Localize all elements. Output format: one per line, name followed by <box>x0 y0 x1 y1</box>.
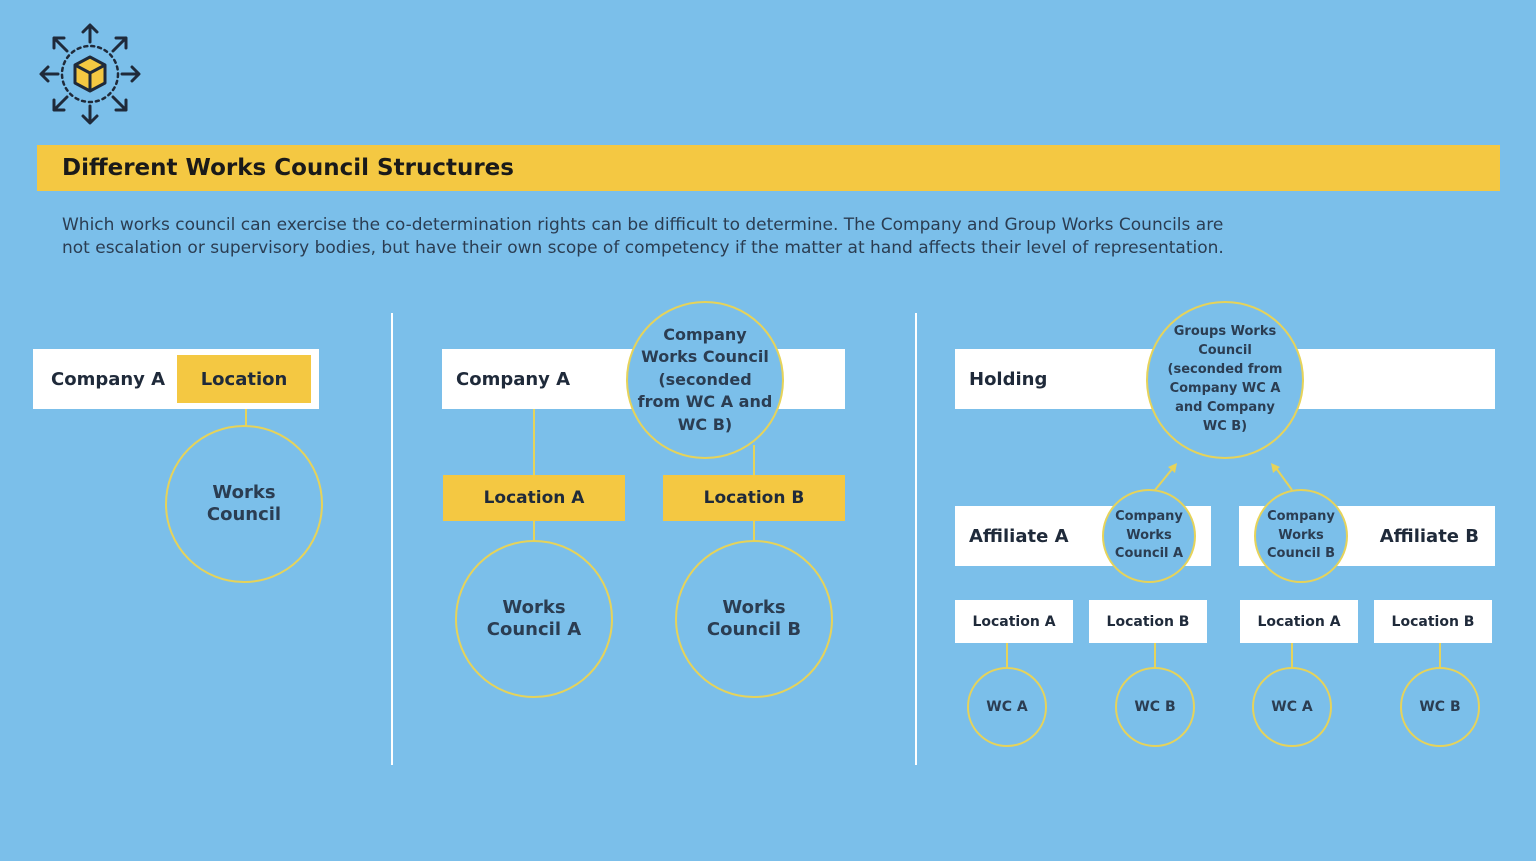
circle-text-line: and Company <box>1175 399 1275 415</box>
connector <box>533 409 535 475</box>
location-label: Location B <box>1106 613 1190 630</box>
location-a-box <box>443 475 625 521</box>
circle-text-line: Council A <box>486 619 582 640</box>
circle-text-line: Groups Works <box>1173 324 1277 340</box>
section-divider-2 <box>915 313 917 765</box>
location-label: Location B <box>1391 613 1475 630</box>
circle-text-line: WC B) <box>1202 418 1248 434</box>
location-b-label: Location B <box>703 488 805 508</box>
location-box <box>1374 600 1492 643</box>
circle-text-line: Works <box>502 597 566 619</box>
circle-text-line: Company <box>1267 508 1335 524</box>
circle-text-line: Council <box>206 504 282 525</box>
company-label: Company A <box>456 369 571 390</box>
circle-text-line: (seconded <box>658 369 752 389</box>
wc-label: WC B <box>1419 698 1461 715</box>
location-b-box <box>663 475 845 521</box>
circle-text-line: Works Council <box>641 347 769 367</box>
company-label: Company A <box>51 369 166 390</box>
wc-circle <box>1252 667 1332 747</box>
connector <box>1439 643 1441 668</box>
wc-label: WC A <box>986 698 1028 715</box>
circle-text-line: Council B <box>706 619 802 640</box>
arrow-up-icon <box>1140 458 1310 494</box>
location-box <box>955 600 1073 643</box>
works-council-a-circle <box>455 540 613 698</box>
location-label: Location <box>200 368 288 390</box>
company-works-council-a-circle <box>1102 489 1196 583</box>
circle-text-line: Works <box>722 597 786 619</box>
wc-circle <box>967 667 1047 747</box>
circle-text-line: Company WC A <box>1169 381 1281 396</box>
wc-label: WC A <box>1271 698 1313 715</box>
group-works-council-circle <box>1146 301 1304 459</box>
circle-text-line: Company <box>663 325 747 345</box>
circle-text-line: Council <box>1198 343 1252 359</box>
circle-text-line: from WC A and <box>637 392 773 412</box>
company-works-council-circle <box>626 301 784 459</box>
works-council-b-circle <box>675 540 833 698</box>
location-label: Location A <box>1257 613 1341 630</box>
works-council-circle <box>165 425 323 583</box>
description-line-2: not escalation or supervisory bodies, but have their own scope of competency if the matter at hand affects their level of representation. <box>62 238 1224 258</box>
location-label: Location A <box>972 613 1056 630</box>
connector <box>753 445 755 475</box>
wc-circle <box>1115 667 1195 747</box>
circle-text-line: (seconded from <box>1167 362 1283 378</box>
description-line-1: Which works council can exercise the co-determination rights can be difficult to determine. The Company and Group Works Councils are <box>62 215 1224 235</box>
circle-text-line: Council B <box>1266 546 1336 562</box>
circle-text-line: Company <box>1115 508 1183 524</box>
affiliate-b-label: Affiliate B <box>1379 526 1479 547</box>
connector <box>1006 643 1008 668</box>
circle-text-line: Works <box>1126 527 1172 543</box>
cube-with-arrows-icon <box>36 20 144 128</box>
company-works-council-b-circle <box>1254 489 1348 583</box>
circle-text-line: Council A <box>1114 546 1184 562</box>
circle-text-line: Works <box>1278 527 1324 543</box>
wc-circle <box>1400 667 1480 747</box>
location-box <box>1089 600 1207 643</box>
wc-label: WC B <box>1134 698 1176 715</box>
connector <box>533 521 535 541</box>
holding-label: Holding <box>969 369 1048 390</box>
location-a-label: Location A <box>483 488 585 508</box>
circle-text-line: WC B) <box>677 414 733 434</box>
connector <box>753 521 755 541</box>
connector <box>1154 643 1156 668</box>
location-box <box>177 355 311 403</box>
page-title: Different Works Council Structures <box>62 155 514 181</box>
circle-text-line: Works <box>212 482 276 504</box>
section-divider-1 <box>391 313 393 765</box>
connector <box>1291 643 1293 668</box>
location-box <box>1240 600 1358 643</box>
affiliate-a-label: Affiliate A <box>969 526 1069 547</box>
